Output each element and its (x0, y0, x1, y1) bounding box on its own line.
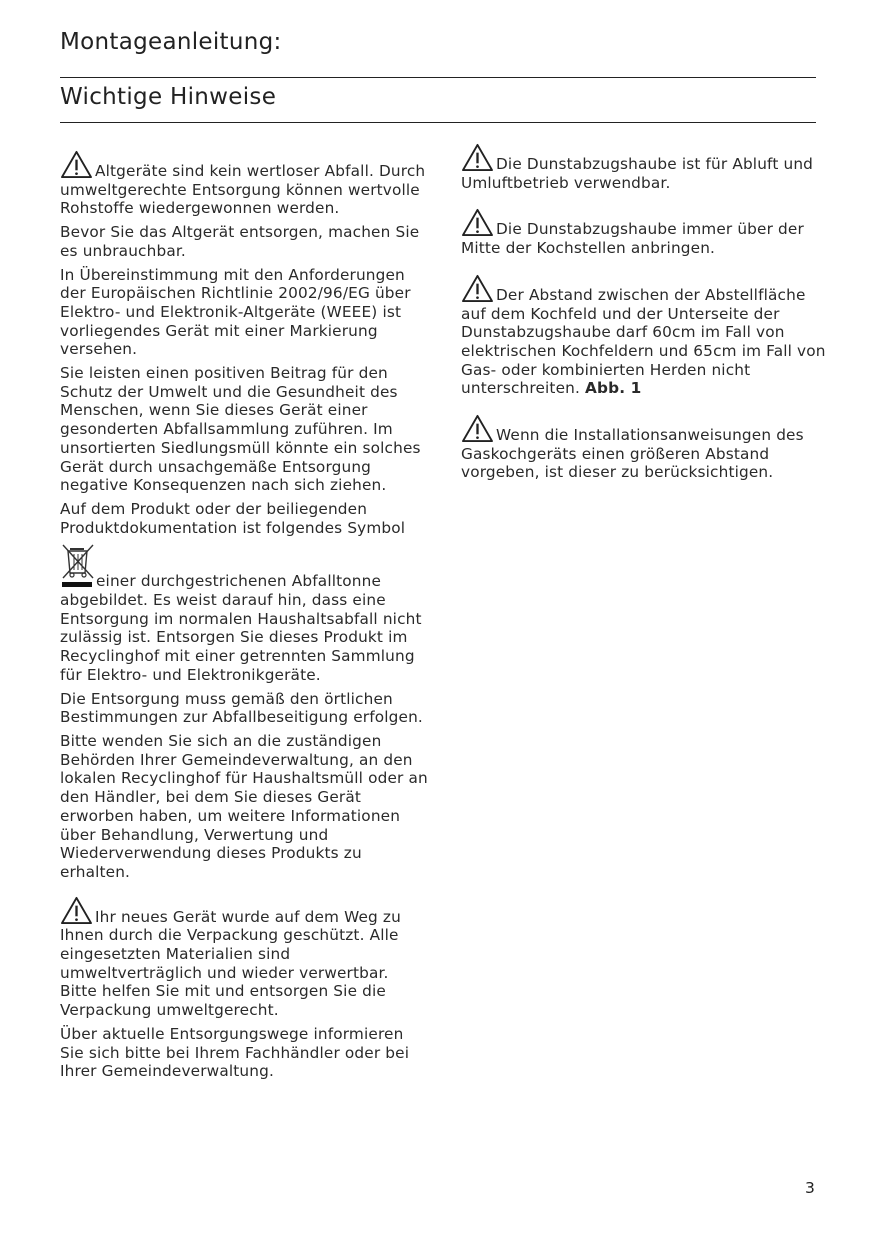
warning-icon (461, 143, 494, 172)
page-title: Montageanleitung: (60, 29, 282, 55)
paragraph-text: Altgeräte sind kein wertloser Abfall. Durch umweltgerechte Entsorgung können wertvolle Rohstoffe wiedergewonnen werden. (60, 162, 426, 218)
paragraph (60, 150, 430, 218)
paragraph: Auf dem Produkt oder der beiliegenden Produktdokumentation ist folgendes Symbol (60, 499, 406, 537)
paragraph-text: einer durchgestrichenen Abfalltonne abgebildet. Es weist darauf hin, dass eine Entsorgung im normalen Haushaltsabfall nicht zulässig ist. Entsorgen Sie dieses Produkt im Recyclinghof mit einer getrennten Sammlung für Elektro- und Elektronikgeräte. (60, 572, 422, 684)
warning-note (461, 274, 826, 398)
paragraph: Bevor Sie das Altgerät entsorgen, machen Sie es unbrauchbar. (60, 223, 420, 260)
warning-icon (461, 414, 494, 443)
warning-note (461, 143, 826, 192)
warning-text: Der Abstand zwischen der Abstellfläche auf dem Kochfeld und der Unterseite der Dunstabzugshaube darf 60cm im Fall von elektrischen Kochfeldern und 65cm im Fall von Gas- oder kombinierten Herden nicht unterschreiten. (461, 285, 826, 398)
heading-divider (60, 122, 816, 123)
warning-icon (60, 150, 93, 179)
section-heading: Wichtige Hinweise (60, 84, 277, 110)
warning-note (461, 208, 826, 257)
warning-note (461, 414, 826, 482)
right-column (461, 143, 826, 498)
crossed-bin-icon (60, 542, 96, 588)
warning-text: Wenn die Installationsanweisungen des Gaskochgeräts einen größeren Abstand vorgeben, ist dieser zu berücksichtigen. (461, 426, 804, 482)
left-column (60, 150, 430, 1086)
paragraph (60, 542, 430, 684)
title-divider (60, 77, 816, 78)
paragraph: Bitte wenden Sie sich an die zuständigen Behörden Ihrer Gemeindeverwaltung, an den lokalen Recyclinghof für Haushaltsmüll oder an den Händler, bei dem Sie dieses Gerät erworben haben, um weitere Informationen über Behandlung, Verwertung und Wiederverwendung dieses Produkts zu erhalten. (60, 731, 428, 881)
paragraph: Die Entsorgung muss gemäß den örtlichen Bestimmungen zur Abfallbeseitigung erfolgen. (60, 689, 423, 727)
page-number: 3 (805, 1179, 815, 1197)
warning-text: Die Dunstabzugshaube ist für Abluft und Umluftbetrieb verwendbar. (461, 155, 814, 192)
warning-text: Die Dunstabzugshaube immer über der Mitte der Kochstellen anbringen. (461, 220, 804, 258)
paragraph (60, 896, 430, 1020)
paragraph: Über aktuelle Entsorgungswege informieren Sie sich bitte bei Ihrem Fachhändler oder bei Ihrer Gemeindeverwaltung. (60, 1024, 410, 1081)
warning-icon (461, 274, 494, 303)
paragraph-text: Ihr neues Gerät wurde auf dem Weg zu Ihnen durch die Verpackung geschützt. Alle eingesetzten Materialien sind umweltverträglich und wieder verwertbar. Bitte helfen Sie mit und entsorgen Sie die Verpackung umweltgerecht. (60, 907, 401, 1020)
paragraph: In Übereinstimmung mit den Anforderungen der Europäischen Richtlinie 2002/96/EG über Elektro- und Elektronik-Altgeräte (WEEE) ist vorliegendes Gerät mit einer Markierung versehen. (60, 265, 411, 359)
paragraph: Sie leisten einen positiven Beitrag für den Schutz der Umwelt und die Gesundheit des Menschen, wenn Sie dieses Gerät einer gesonderten Abfallsammlung zuführen. Im unsortierten Siedlungsmüll könnte ein solches Gerät durch unsachgemäße Entsorgung negative Konsequenzen nach sich ziehen. (60, 364, 421, 495)
warning-icon (60, 896, 93, 925)
warning-icon (461, 208, 494, 237)
figure-reference: Abb. 1 (585, 379, 642, 398)
